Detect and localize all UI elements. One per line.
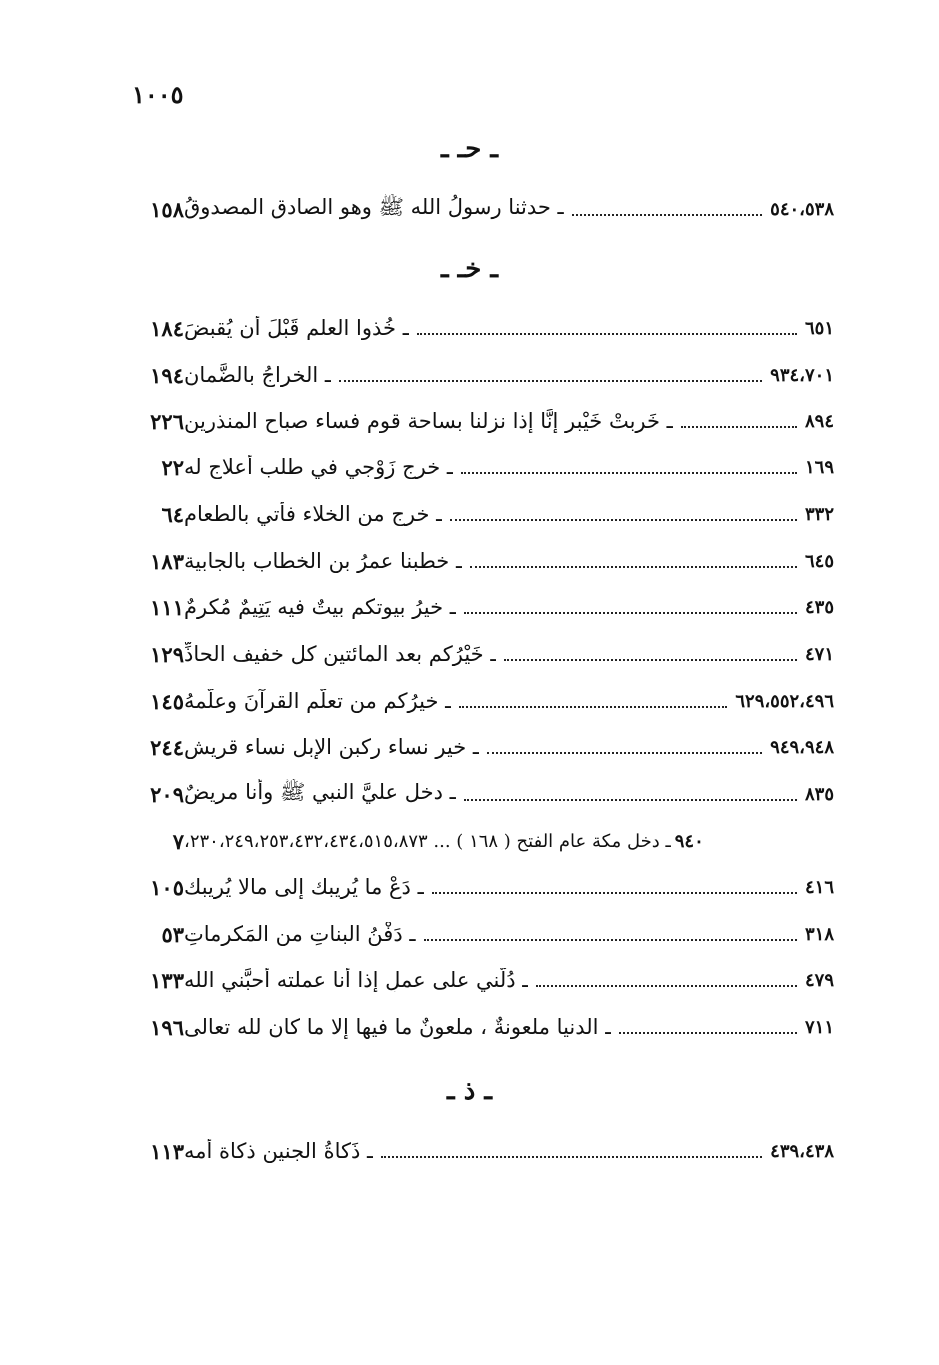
list-item bbox=[134, 730, 834, 764]
entry-pages: ٤١٦ bbox=[804, 876, 834, 898]
entry-pages: ٩٣٤،٧٠١ bbox=[770, 364, 834, 386]
entry-text: ـ خُذوا العلم قَبْلَ أن يُقبضَ bbox=[184, 316, 409, 340]
entry-text: ـ خير نساء ركبن الإبل نساء قريش bbox=[184, 735, 480, 759]
dot-leader bbox=[432, 892, 797, 894]
list-item bbox=[134, 1010, 834, 1044]
entry-pages: ٩٤٠ bbox=[674, 830, 704, 852]
entry-number: ١٨٣ bbox=[150, 548, 184, 574]
section-header-dhal: ـ ذ ـ bbox=[447, 1076, 492, 1106]
list-item bbox=[134, 963, 834, 997]
list-item bbox=[134, 870, 834, 904]
dot-leader bbox=[417, 333, 797, 335]
dot-leader bbox=[461, 472, 797, 474]
entry-pages: ٦٢٩،٥٥٢،٤٩٦ bbox=[735, 690, 834, 712]
dot-leader bbox=[450, 519, 797, 521]
entry-number: ١٠٥ bbox=[150, 874, 184, 900]
entry-number: ١٣٣ bbox=[150, 967, 184, 993]
entry-text: ـ خرج من الخلاء فأتي بالطعام bbox=[184, 502, 443, 526]
entry-text: ـ خرج زَوْجي في طلب أعلاجٍ له bbox=[184, 455, 454, 479]
entry-pages: ٨٣٥ bbox=[804, 783, 834, 805]
dot-leader bbox=[572, 214, 762, 216]
entry-number: ١٤٥ bbox=[150, 688, 184, 714]
entry-text: ـ خطبنا عمرُ بن الخطاب بالجابية bbox=[184, 549, 463, 573]
entry-text: ـ الخراجُ بالضَّمان bbox=[184, 363, 332, 387]
section-header-ha: ـ حـ ـ bbox=[440, 134, 499, 164]
dot-leader bbox=[619, 1032, 797, 1034]
entry-pages: ٣١٨ bbox=[804, 923, 834, 945]
entry-text: ـ خيرُكم من تعلَّم القرآنَ وعلَّمهُ bbox=[184, 689, 452, 713]
list-item bbox=[134, 637, 834, 671]
list-item bbox=[134, 311, 834, 345]
entry-number: ١٢٩ bbox=[150, 641, 184, 667]
entry-pages: ٣٣٢ bbox=[804, 503, 834, 525]
dot-leader bbox=[464, 799, 797, 801]
entry-pages: ٧١١ bbox=[804, 1016, 834, 1038]
dot-leader bbox=[504, 659, 797, 661]
entry-text: ـ خَيْرُكم بعد المائتين كل خفيف الحاذِّ bbox=[184, 642, 497, 666]
entry-pages: ٤٧٩ bbox=[804, 969, 834, 991]
entry-text: ـ حدثنا رسولُ الله ﷺ وهو الصادق المصدوقُ bbox=[184, 194, 564, 219]
dot-leader bbox=[464, 612, 797, 614]
entry-number: ٥٣ bbox=[161, 921, 184, 947]
list-item bbox=[134, 684, 834, 718]
entry-text: ـ دخل عليَّ النبي ﷺ وأنا مريضٌ bbox=[184, 779, 456, 804]
list-item bbox=[134, 544, 834, 578]
entry-pages: ٩٤٩،٩٤٨ bbox=[770, 736, 834, 758]
list-item bbox=[134, 824, 834, 858]
entry-number: ١٥٨ bbox=[150, 196, 184, 222]
dot-leader bbox=[470, 566, 797, 568]
entry-pages: ٤٣٥ bbox=[804, 596, 834, 618]
entry-pages: ٦٤٥ bbox=[804, 550, 834, 572]
list-item bbox=[134, 404, 834, 438]
entry-text: ـ الدنيا ملعونةٌ ، ملعونٌ ما فيها إلا ما كان لله تعالى bbox=[184, 1015, 612, 1039]
list-item bbox=[134, 590, 834, 624]
entry-pages: ٤٧١ bbox=[804, 643, 834, 665]
dot-leader bbox=[681, 426, 797, 428]
entry-number: ١٩٤ bbox=[150, 362, 184, 388]
section-header-kha: ـ خـ ـ bbox=[440, 254, 499, 284]
entry-number: ٦٤ bbox=[161, 501, 184, 527]
list-item bbox=[134, 917, 834, 951]
entry-text: ـ ذَكاةُ الجنينِ ذكاة أُمه bbox=[184, 1139, 374, 1163]
entry-number: ٢٢٦ bbox=[150, 408, 184, 434]
page-number: ١٠٠٥ bbox=[132, 80, 184, 109]
list-item bbox=[134, 777, 834, 811]
dot-leader bbox=[487, 752, 762, 754]
list-item bbox=[134, 450, 834, 484]
dot-leader bbox=[459, 706, 727, 708]
entry-number: ١٩٦ bbox=[150, 1014, 184, 1040]
list-item bbox=[134, 1134, 834, 1168]
entry-pages: ٨٩٤ bbox=[804, 410, 834, 432]
entry-pages: ٦٥١ bbox=[804, 317, 834, 339]
dot-leader bbox=[536, 985, 797, 987]
list-item bbox=[134, 497, 834, 531]
entry-text: ـ دُلَّني على عملٍ إذا أنا عملته أحبَّني الله bbox=[184, 968, 529, 992]
entry-text: ـ خَربتْ خَيْبر إنَّا إذا نزلنا بساحة قوم فساء صباح المنذرين bbox=[184, 409, 673, 433]
entry-text: ـ دخل مكة عام الفتح ( ١٦٨ ) ... ٢٣٠،٢٤٩،٢٥٣،٤٣٢،٤٣٤،٥١٥،٨٧٣، bbox=[184, 830, 671, 852]
entry-number: ١٨٤ bbox=[150, 315, 184, 341]
list-item bbox=[134, 192, 834, 226]
entry-pages: ١٦٩ bbox=[804, 456, 834, 478]
dot-leader bbox=[381, 1156, 762, 1158]
entry-number: ٧ bbox=[172, 828, 184, 854]
entry-number: ٢٢ bbox=[161, 454, 184, 480]
entry-text: ـ خيرُ بيوتكم بيتٌ فيه يَتِيمٌ مُكرمٌ bbox=[184, 595, 456, 619]
entry-pages: ٤٣٩،٤٣٨ bbox=[770, 1140, 834, 1162]
entry-number: ٢٠٩ bbox=[150, 781, 184, 807]
entry-number: ١١٣ bbox=[150, 1138, 184, 1164]
entry-number: ٢٤٤ bbox=[150, 734, 184, 760]
dot-leader bbox=[424, 939, 797, 941]
dot-leader bbox=[339, 380, 762, 382]
entry-text: ـ دَفْنُ البناتِ من المَكرماتِ bbox=[184, 922, 416, 946]
entry-number: ١١١ bbox=[150, 594, 184, 620]
list-item bbox=[134, 358, 834, 392]
entry-text: ـ دَعْ ما يُريبك إلى مالا يُريبك bbox=[184, 875, 424, 899]
entry-pages: ٥٤٠،٥٣٨ bbox=[770, 198, 834, 220]
